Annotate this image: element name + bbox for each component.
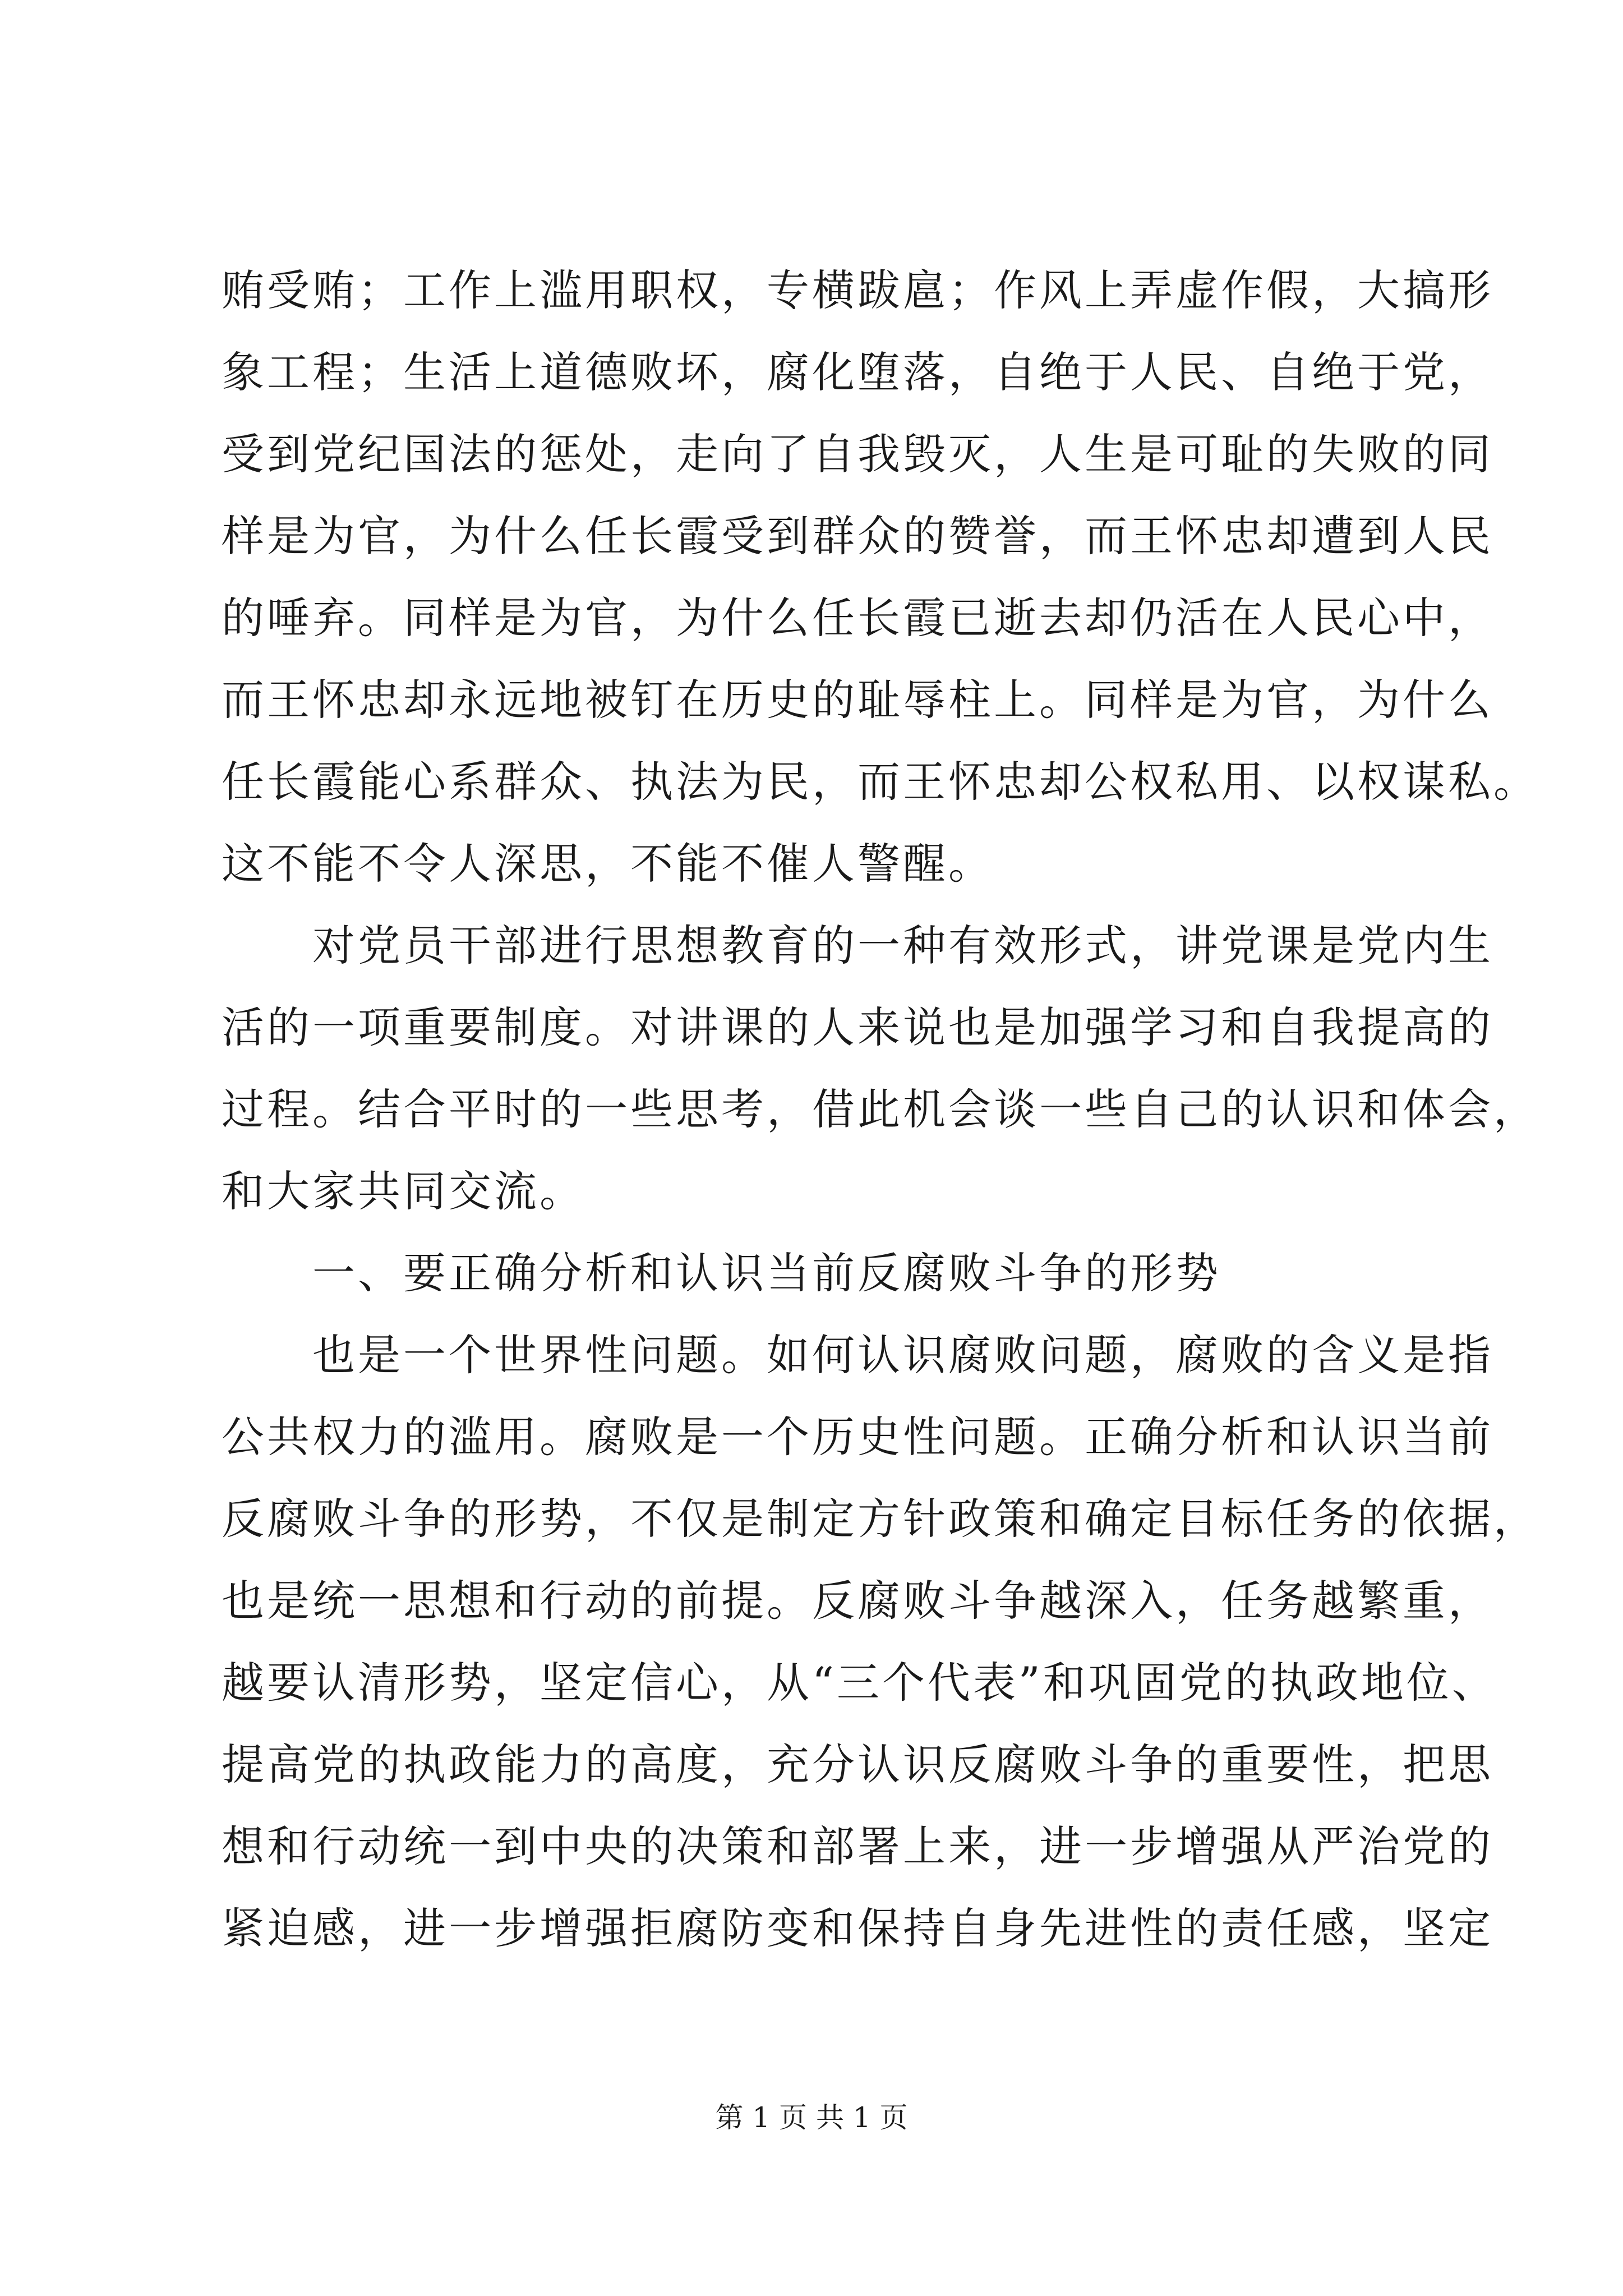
text-line: 的唾弃。同样是为官，为什么任长霞已逝去却仍活在人民心中， bbox=[222, 593, 1493, 643]
text-line: 紧迫感，进一步增强拒腐防变和保持自身先进性的责任感，坚定 bbox=[222, 1903, 1493, 1953]
text-line: 过程。结合平时的一些思考，借此机会谈一些自己的认识和体会， bbox=[222, 1084, 1539, 1134]
text-line: 想和行动统一到中央的决策和部署上来，进一步增强从严治党的 bbox=[222, 1821, 1493, 1871]
text-line: 任长霞能心系群众、执法为民，而王怀忠却公权私用、以权谋私。 bbox=[222, 757, 1539, 807]
text-line: 受到党纪国法的惩处，走向了自我毁灭，人生是可耻的失败的同 bbox=[222, 429, 1493, 479]
text-line: 提高党的执政能力的高度，充分认识反腐败斗争的重要性，把思 bbox=[222, 1740, 1493, 1789]
text-line: 也是一个世界性问题。如何认识腐败问题，腐败的含义是指 bbox=[222, 1330, 1493, 1380]
text-line: 和大家共同交流。 bbox=[222, 1166, 585, 1216]
text-line: 样是为官，为什么任长霞受到群众的赞誉，而王怀忠却遭到人民 bbox=[222, 511, 1493, 561]
document-body bbox=[222, 250, 1539, 1970]
text-line: 也是统一思想和行动的前提。反腐败斗争越深入，任务越繁重， bbox=[222, 1576, 1493, 1626]
text-line: 活的一项重要制度。对讲课的人来说也是加强学习和自我提高的 bbox=[222, 1002, 1493, 1052]
text-line: 而王怀忠却永远地被钉在历史的耻辱柱上。同样是为官，为什么 bbox=[222, 675, 1493, 725]
page-number-footer: 第 1 页 共 1 页 bbox=[715, 2101, 908, 2134]
text-line: 反腐败斗争的形势，不仅是制定方针政策和确定目标任务的依据， bbox=[222, 1494, 1539, 1544]
text-line: 象工程；生活上道德败坏，腐化堕落，自绝于人民、自绝于党， bbox=[222, 347, 1493, 397]
text-line: 公共权力的滥用。腐败是一个历史性问题。正确分析和认识当前 bbox=[222, 1412, 1493, 1462]
text-line: 对党员干部进行思想教育的一种有效形式，讲党课是党内生 bbox=[222, 921, 1493, 970]
text-line: 这不能不令人深思，不能不催人警醒。 bbox=[222, 839, 994, 889]
text-line: 贿受贿；工作上滥用职权，专横跋扈；作风上弄虚作假，大搞形 bbox=[222, 265, 1493, 315]
text-line: 越要认清形势，坚定信心，从“三个代表”和巩固党的执政地位、 bbox=[222, 1658, 1497, 1708]
section-heading: 一、要正确分析和认识当前反腐败斗争的形势 bbox=[222, 1248, 1221, 1298]
